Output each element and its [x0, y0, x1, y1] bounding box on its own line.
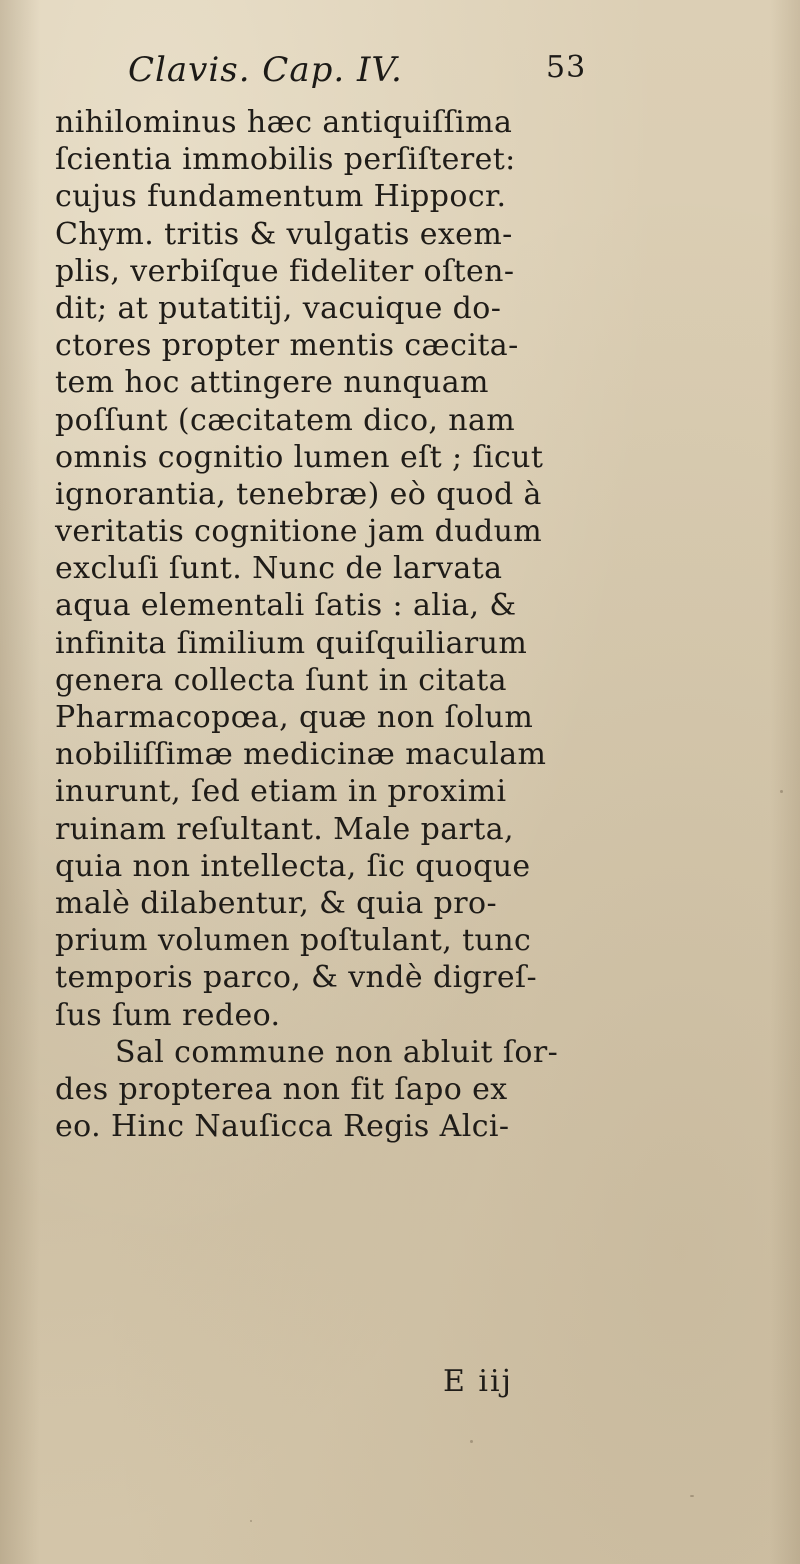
text-line: eo. Hinc Nauſicca Regis Alci-	[55, 1109, 510, 1145]
running-title: Clavis. Cap. IV.	[128, 50, 403, 90]
paper-speck	[470, 1440, 473, 1443]
text-line: malè dilabentur, & quia pro-	[55, 885, 497, 921]
running-header	[128, 50, 608, 100]
text-line: nihilominus hæc antiquiſſima	[55, 105, 513, 140]
paper-speck	[690, 1495, 694, 1497]
text-line: ſus ſum redeo.	[55, 997, 281, 1033]
text-line: veritatis cognitione jam dudum	[55, 514, 543, 550]
text-line: quia non intellecta, ſic quoque	[55, 848, 531, 884]
text-line: genera collecta ſunt in citata	[55, 662, 507, 698]
text-line: omnis cognitio lumen eſt ; ſicut	[55, 439, 544, 475]
signature-mark: E iij	[443, 1364, 513, 1399]
text-line: inurunt, ſed etiam in proximi	[55, 774, 507, 810]
text-line: poſſunt (cæcitatem dico, nam	[55, 402, 516, 438]
text-line: plis, verbiſque fideliter oſten-	[55, 253, 515, 289]
text-line: tem hoc attingere nunquam	[55, 365, 489, 401]
text-line: cujus fundamentum Hippocr.	[55, 179, 507, 215]
text-line: infinita ſimilium quiſquiliarum	[55, 625, 528, 661]
body-text	[55, 104, 775, 1145]
gutter-shadow	[0, 0, 40, 1564]
text-line: ctores propter mentis cæcita-	[55, 328, 519, 364]
text-line: temporis parco, & vndè digreſ-	[55, 960, 538, 996]
text-line: excluſi ſunt. Nunc de larvata	[55, 551, 503, 587]
text-line: des propterea non fit ſapo ex	[55, 1071, 508, 1107]
text-line: prium volumen poſtulant, tunc	[55, 923, 532, 959]
text-line: ignorantia, tenebræ) eò quod à	[55, 476, 542, 512]
text-line: aqua elementali ſatis : alia, &	[55, 588, 517, 624]
paragraph-start-line: Sal commune non abluit ſor-	[115, 1034, 559, 1070]
paper-speck	[780, 790, 783, 793]
text-line: ſcientia immobilis perſiſteret:	[55, 142, 516, 178]
text-line: dit; at putatitij, vacuique do-	[55, 290, 502, 326]
paper-speck	[250, 1520, 252, 1522]
text-line: nobiliſſimæ medicinæ maculam	[55, 737, 547, 773]
page-number: 53	[546, 50, 587, 85]
text-line: Pharmacopœa, quæ non ſolum	[55, 700, 534, 735]
text-line: ruinam reſultant. Male parta,	[55, 811, 514, 847]
text-line: Chym. tritis & vulgatis exem-	[55, 216, 513, 252]
